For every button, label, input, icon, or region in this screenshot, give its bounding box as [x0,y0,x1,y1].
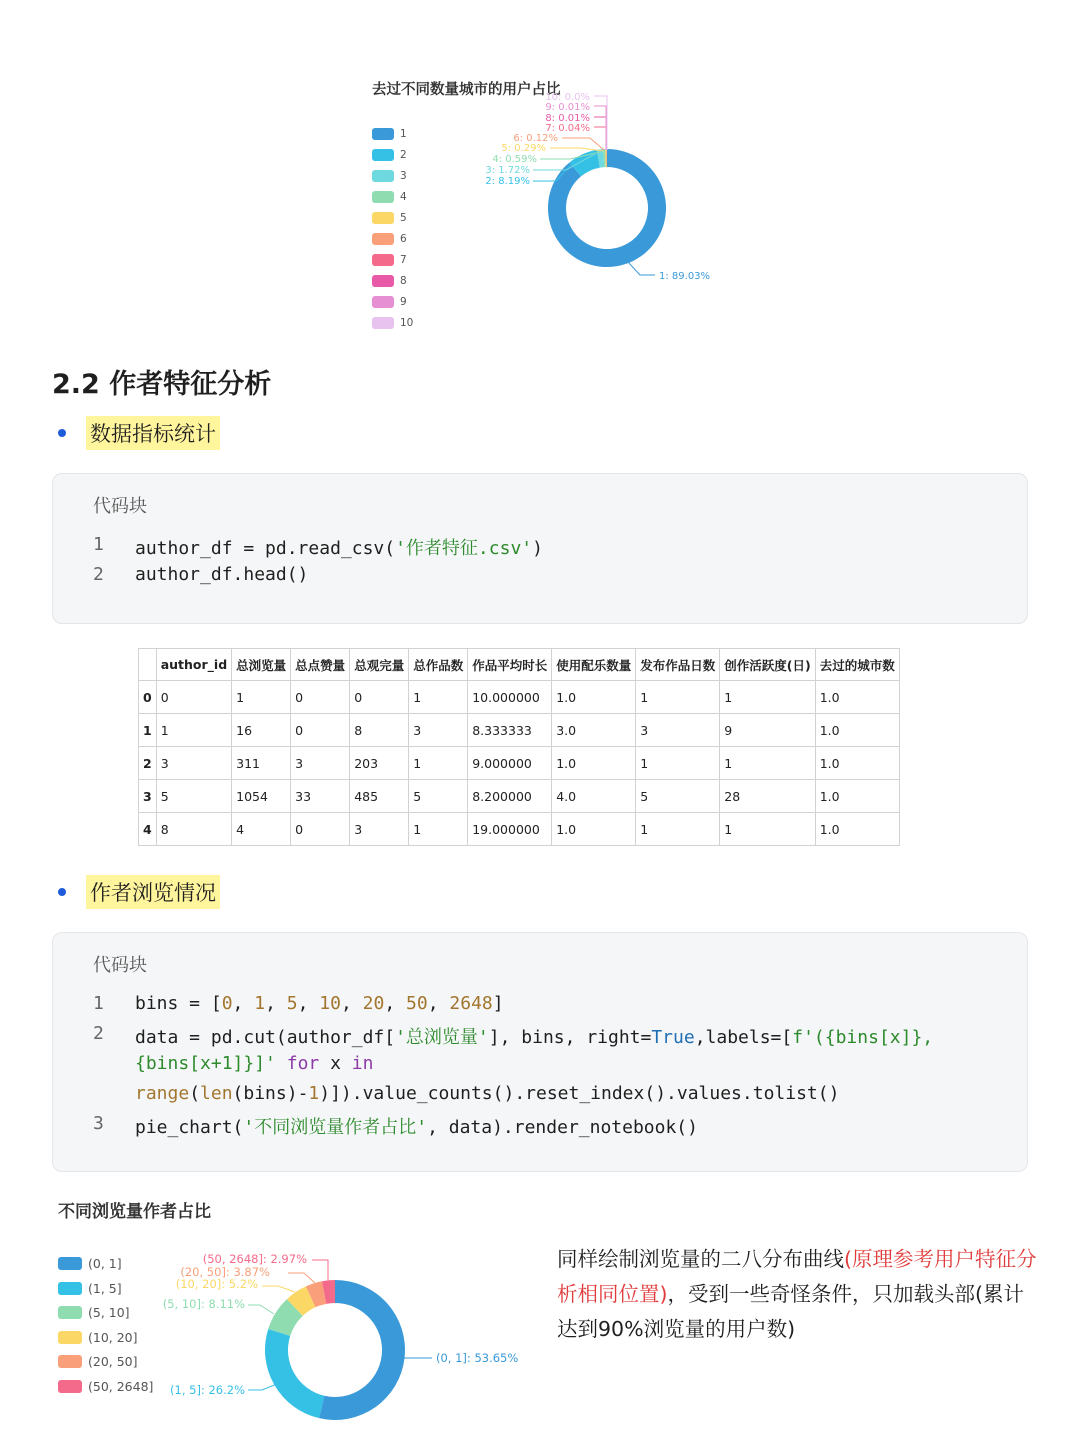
table-cell: 5 [156,780,231,813]
column-header: 作品平均时长 [468,649,552,681]
table-cell: 0 [291,813,350,846]
table-cell: 8.333333 [468,714,552,747]
table-cell: 1 [636,813,720,846]
analysis-note: 同样绘制浏览量的二八分布曲线(原理参考用户特征分析相同位置)，受到一些奇怪条件，只加载头部(累计达到90%浏览量的用户数) [557,1247,1037,1341]
callout-label: (20, 50]: 3.87% [180,1265,270,1279]
callout-label: 10: 0.0% [545,92,590,103]
table-cell: 1 [409,681,468,714]
table-cell: 4.0 [552,780,636,813]
views-chart-title: 不同浏览量作者占比 [58,1202,211,1222]
table-cell: 1 [720,747,815,780]
table-cell: 1.0 [815,714,899,747]
table-cell: 1 [409,747,468,780]
bullet-text: 数据指标统计 [86,416,220,450]
code-block-title: 代码块 [93,955,147,976]
callout-line [288,1273,315,1283]
callout-label: (10, 20]: 5.2% [175,1277,258,1291]
table-row [139,780,900,813]
legend-label: 6 [400,233,407,245]
code-block-1[interactable] [52,473,1028,624]
code-block-title: 代码块 [93,496,147,517]
table-cell: 0 [350,681,409,714]
table-cell: 1 [232,681,291,714]
code-line-1: bins = [0, 1, 5, 10, 20, 50, 2648] [135,993,504,1014]
table-cell: 16 [232,714,291,747]
code-line-2-wrap-a: {bins[x+1]}]' for x in [135,1053,374,1074]
bullet-text: 作者浏览情况 [86,875,220,909]
line-number: 3 [93,1113,104,1134]
legend-label: 1 [400,128,407,140]
legend-label: (50, 2648] [88,1378,154,1394]
legend-label: 7 [400,254,407,266]
table-cell: 8 [350,714,409,747]
line-number: 2 [93,1023,104,1044]
callout-label: 2: 8.19% [485,176,530,187]
legend-label: (0, 1] [88,1256,122,1271]
city-chart-title: 去过不同数量城市的用户占比 [372,82,561,98]
callout-line [312,1260,328,1280]
table-cell: 3.0 [552,714,636,747]
row-index: 3 [139,780,157,813]
row-index: 1 [139,714,157,747]
legend-label: (10, 20] [88,1329,138,1345]
table-cell: 1.0 [815,681,899,714]
table-cell: 1.0 [815,780,899,813]
table-cell: 311 [232,747,291,780]
callout-label: 5: 0.29% [501,143,546,154]
column-header: author_id [156,649,231,681]
table-row [139,714,900,747]
section-heading: 2.2 作者特征分析 [52,369,272,400]
table-cell: 1 [409,813,468,846]
callout-label: 4: 0.59% [492,154,537,165]
table-cell: 3 [636,714,720,747]
table-cell: 28 [720,780,815,813]
line-number: 1 [93,993,104,1014]
row-index: 2 [139,747,157,780]
table-cell: 10.000000 [468,681,552,714]
callout-label: 7: 0.04% [545,123,590,134]
legend-label: (20, 50] [88,1354,138,1369]
bullet-data-metrics [58,416,220,450]
legend-label: (5, 10] [88,1305,130,1320]
legend-label: 9 [400,296,407,308]
code-line-2: data = pd.cut(author_df['总浏览量'], bins, right=True,labels=[f'({bins[x]}, [135,1027,934,1048]
table-cell: 1.0 [815,813,899,846]
legend-label: 8 [400,275,407,287]
table-cell: 1.0 [552,747,636,780]
legend-label: (1, 5] [88,1280,122,1296]
callout-label: (1, 5]: 26.2% [170,1383,245,1397]
index-header [139,649,157,681]
table-cell: 203 [350,747,409,780]
callout-line [262,1286,295,1292]
table-row [139,747,900,780]
callout-line [594,117,606,150]
callout-line [248,1305,274,1314]
table-cell: 1 [720,813,815,846]
row-index: 0 [139,681,157,714]
callout-label: 1: 89.03% [659,271,711,282]
callout-line [594,96,607,150]
bullet-author-views [58,875,220,909]
table-cell: 0 [291,681,350,714]
legend-label: 4 [400,191,407,203]
callout-label: (5, 10]: 8.11% [162,1297,245,1311]
line-number: 2 [93,564,104,585]
table-cell: 1054 [232,780,291,813]
table-row [139,813,900,846]
table-cell: 3 [350,813,409,846]
pie-slice [265,1329,324,1418]
table-cell: 3 [291,747,350,780]
callout-label: (0, 1]: 53.65% [436,1351,519,1365]
table-cell: 5 [409,780,468,813]
table-cell: 8 [156,813,231,846]
table-cell: 1.0 [552,813,636,846]
pie-slice [548,149,666,267]
callout-label: 3: 1.72% [485,165,530,176]
column-header: 创作活跃度(日) [720,649,815,681]
table-cell: 3 [156,747,231,780]
table-cell: 9 [720,714,815,747]
table-cell: 1 [156,714,231,747]
code-line-3: pie_chart('不同浏览量作者占比', data).render_notebook() [135,1117,698,1138]
views-chart-donut [0,1230,560,1440]
column-header: 使用配乐数量 [552,649,636,681]
callout-line [628,262,655,275]
table-row [139,681,900,714]
column-header: 发布作品日数 [636,649,720,681]
table-cell: 1 [636,747,720,780]
column-header: 总作品数 [409,649,468,681]
line-number: 1 [93,534,104,555]
legend-label: 2 [400,149,407,161]
code-line-2: author_df.head() [135,564,309,585]
table-cell: 33 [291,780,350,813]
table-cell: 3 [409,714,468,747]
table-cell: 1.0 [552,681,636,714]
table-cell: 1 [720,681,815,714]
legend-label: 3 [400,170,407,182]
table-header-row [139,649,900,681]
column-header: 去过的城市数 [815,649,899,681]
callout-label: 9: 0.01% [545,102,590,113]
bullet-dot [58,888,66,896]
column-header: 总浏览量 [232,649,291,681]
legend-label: 5 [400,212,407,224]
callout-label: (50, 2648]: 2.97% [202,1252,307,1266]
row-index: 4 [139,813,157,846]
table-cell: 1 [636,681,720,714]
code-block-2[interactable] [52,932,1028,1172]
code-line-1: author_df = pd.read_csv('作者特征.csv') [135,538,543,559]
table-cell: 19.000000 [468,813,552,846]
table-cell: 5 [636,780,720,813]
table-cell: 485 [350,780,409,813]
table-cell: 8.200000 [468,780,552,813]
table-cell: 4 [232,813,291,846]
table-cell: 0 [291,714,350,747]
table-cell: 9.000000 [468,747,552,780]
callout-label: 6: 0.12% [513,133,558,144]
author-dataframe-table [138,648,900,846]
legend-label: 10 [400,317,414,329]
table-cell: 0 [156,681,231,714]
column-header: 总点赞量 [291,649,350,681]
callout-label: 8: 0.01% [545,113,590,124]
column-header: 总观完量 [350,649,409,681]
city-chart-donut [0,0,1080,340]
bullet-dot [58,429,66,437]
code-line-2-wrap-b: range(len(bins)-1)]).value_counts().reset_index().values.tolist() [135,1083,840,1104]
table-cell: 1.0 [815,747,899,780]
